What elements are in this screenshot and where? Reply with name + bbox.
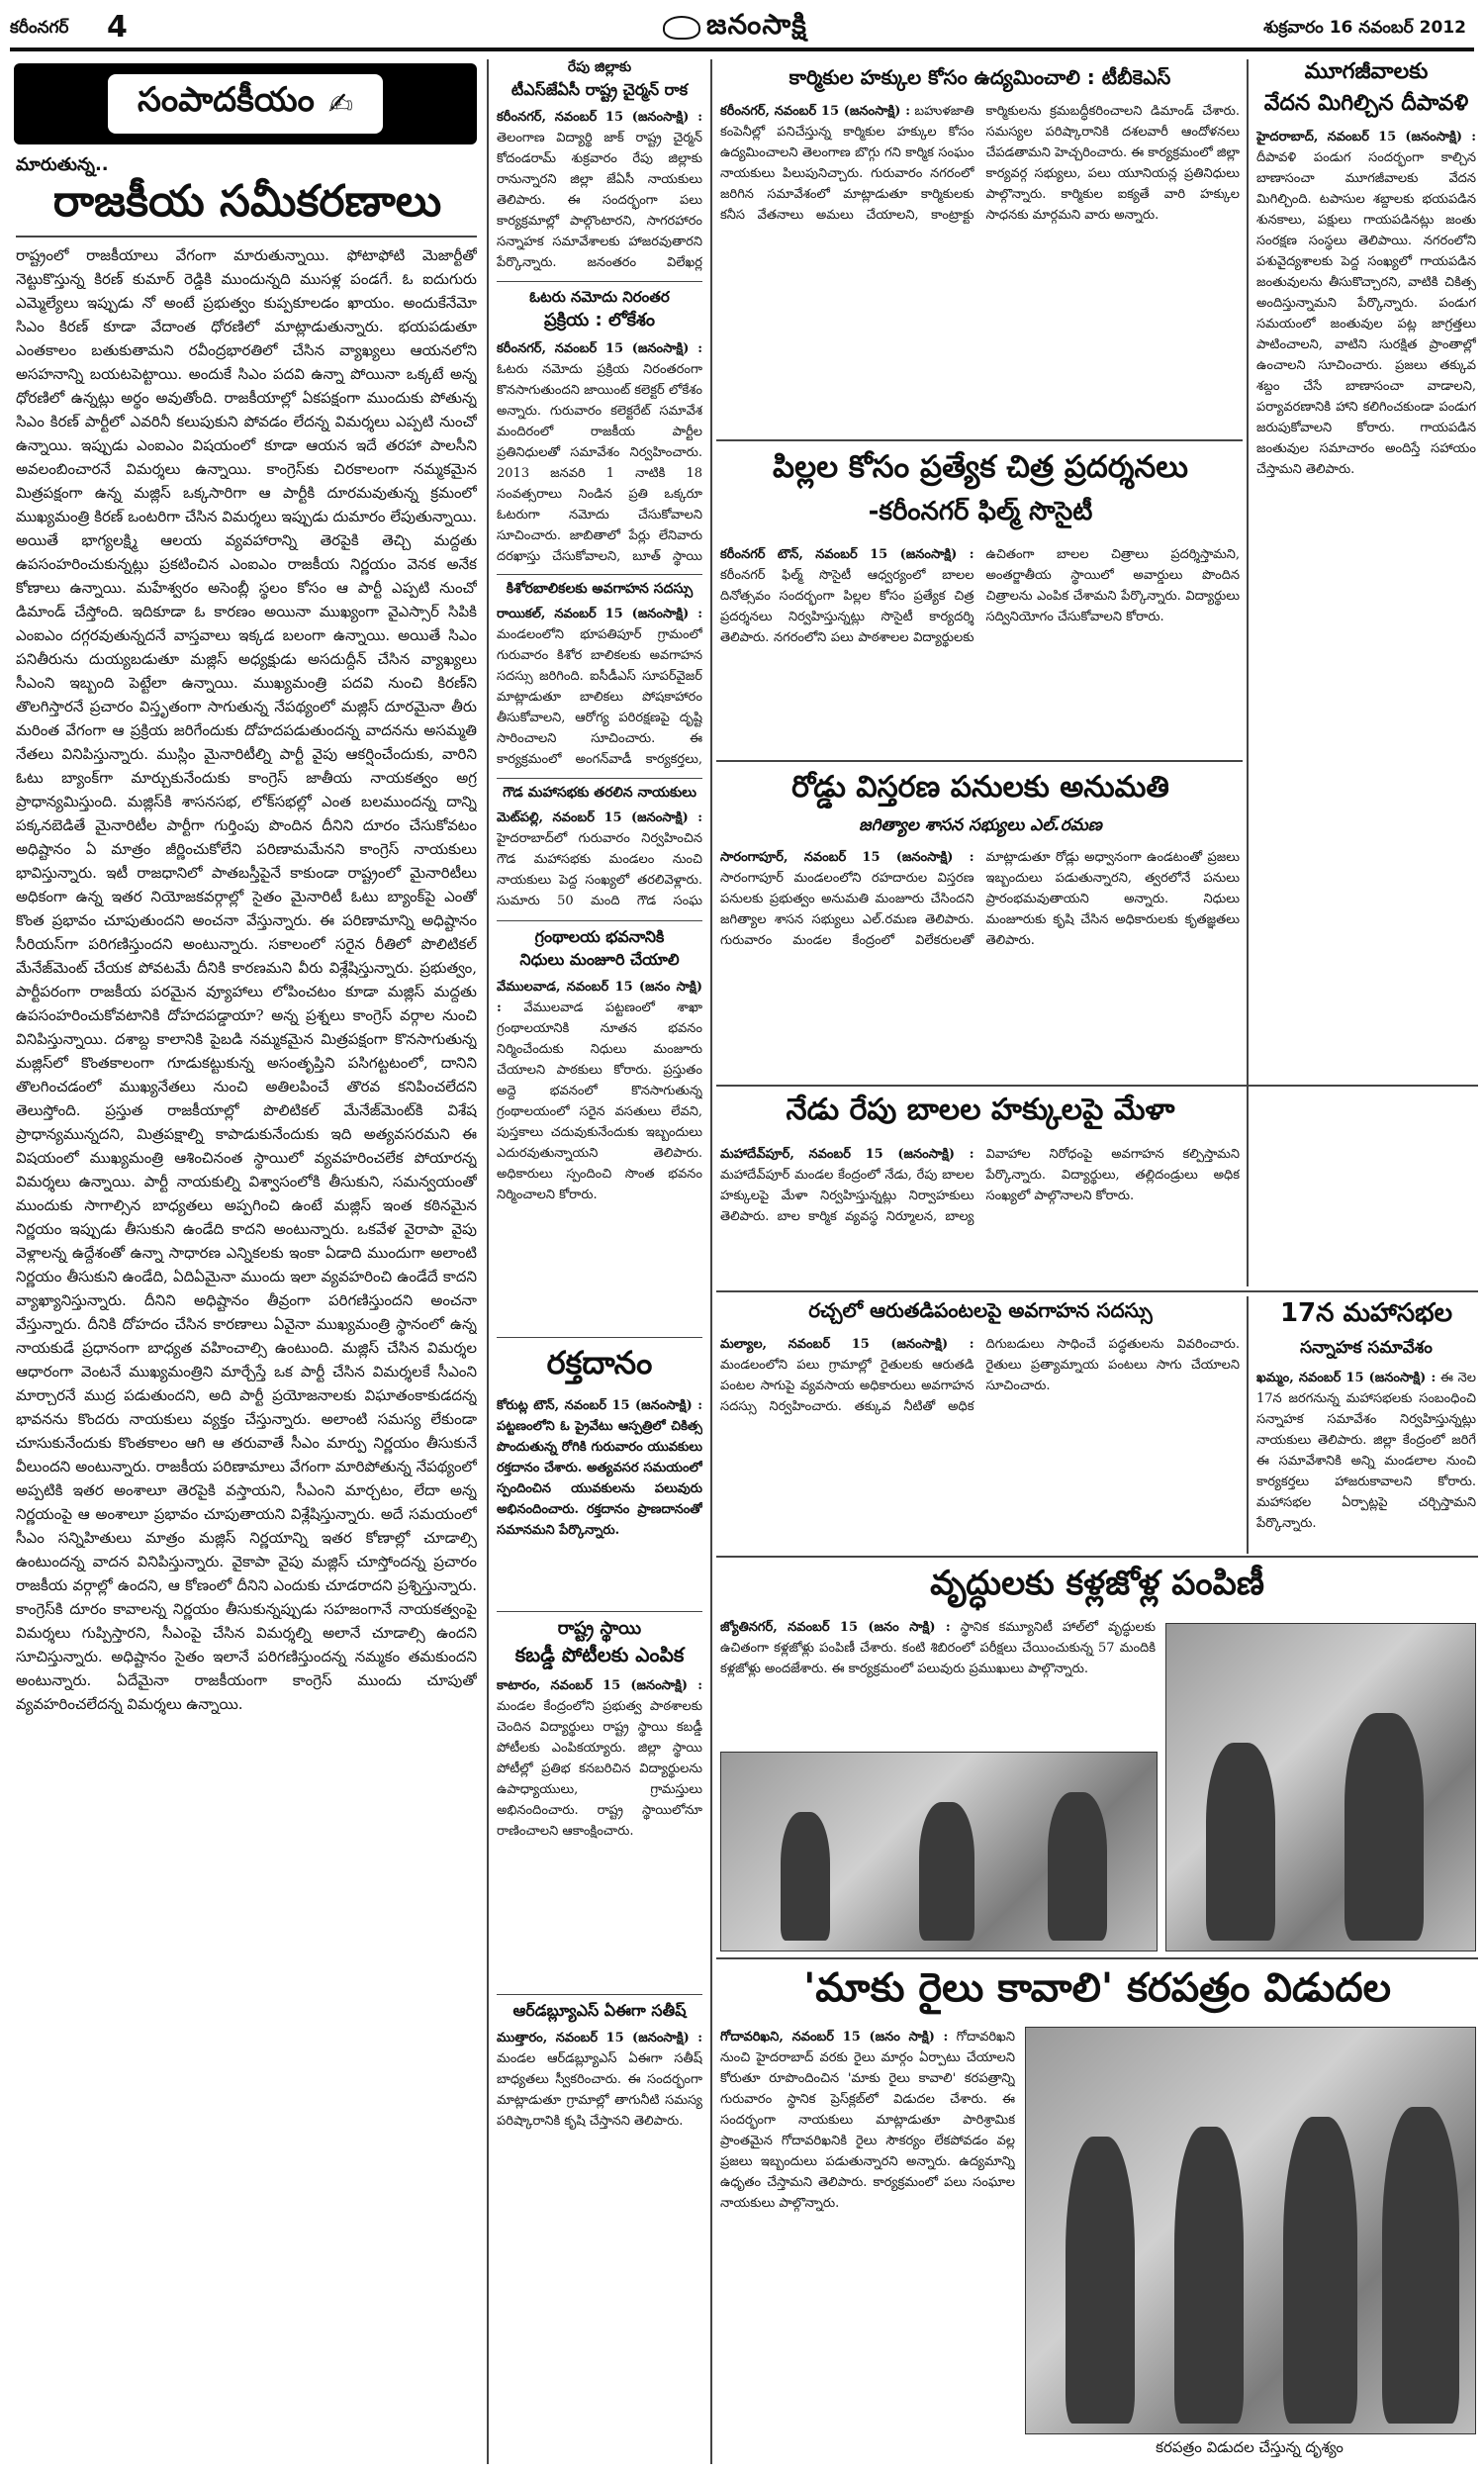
fair-body: మహాదేవ్‌పూర్ మండల కేంద్రంలో నేడు, రేపు బాలల హక్కులపై మేళా నిర్వహిస్తున్నట్లు నిర్వాహకులు తెలిపారు. బాల కార్మిక వ్యవస్థ నిర్మూలన, బాల్య వివాహాల నిరోధంపై అవగాహన కల్పిస్తామని పేర్కొన్నారు. విద్యార్థులు, తల్లిదండ్రులు అధిక సంఖ్యలో పాల్గొనాలని కోరారు. <box>720 1147 1240 1224</box>
top-story-text <box>720 101 1240 433</box>
news-a2-text <box>497 338 702 568</box>
news-a7 <box>497 1618 702 1988</box>
news-a1-title: టీఎస్‌జేఏసీ రాష్ట్ర చైర్మన్ రాక <box>510 80 689 99</box>
news-a5-title: నిధులు మంజూరి చేయాలి <box>519 950 680 969</box>
road-body: సారంగాపూర్ మండలంలోని రహదారుల విస్తరణ పనులకు ప్రభుత్వం అనుమతి మంజూరు చేసిందని జగిత్యాల శాసన సభ్యులు ఎల్.రమణ తెలిపారు. గురువారం మండల కేంద్రంలో విలేకరులతో మాట్లాడుతూ రోడ్లు అధ్వానంగా ఉండటంతో ప్రజలు ఇబ్బందులు పడుతున్నారని, త్వరలోనే పనులు ప్రారంభమవుతాయని అన్నారు. నిధులు మంజూరుకు కృషి చేసిన అధికారులకు కృతజ్ఞతలు తెలిపారు. <box>720 850 1240 948</box>
rail-title: 'మాకు రైలు కావాలి' కరపత్రం విడుదల <box>803 1965 1391 2011</box>
masthead-logo-icon <box>663 16 700 40</box>
header-date: శుక్రవారం 16 నవంబర్ 2012 <box>1263 18 1466 38</box>
fair-dateline: మహాదేవ్‌పూర్, నవంబర్ 15 (జనంసాక్షి) : <box>720 1147 974 1162</box>
film-body: కరీంనగర్ ఫిల్మ్ సొసైటీ ఆధ్వర్యంలో బాలల దినోత్సవం సందర్భంగా పిల్లల కోసం ప్రత్యేక చిత్ర ప్రదర్శనలు నిర్వహిస్తున్నట్లు సొసైటీ కార్యదర్శి తెలిపారు. నగరంలోని పలు పాఠశాలల విద్యార్థులకు ఉచితంగా బాలల చిత్రాలు ప్రదర్శిస్తామని, అంతర్జాతీయ స్థాయిలో అవార్డులు పొందిన చిత్రాలను ఎంపిక చేశామని పేర్కొన్నారు. విద్యార్థులు సద్వినియోగం చేసుకోవాలని కోరారు. <box>720 547 1240 645</box>
film-text <box>720 544 1240 752</box>
divider <box>497 574 702 575</box>
news-a1-body: తెలంగాణ విద్యార్థి జాక్ రాష్ట్ర చైర్మన్ కోదండరామ్ శుక్రవారం రేపు జిల్లాకు రానున్నారని జిల్లా జేఏసీ నాయకులు తెలిపారు. ఈ సందర్భంగా పలు కార్యక్రమాల్లో పాల్గొంటారని, సాగరహారం సన్నాహక సమావేశాలకు హాజరవుతారని పేర్కొన్నారు. జనంతరం విలేఖర్ల <box>497 131 702 270</box>
elders-dateline: జ్యోతినగర్, నవంబర్ 15 (జనం సాక్షి) : <box>720 1620 951 1635</box>
divider <box>497 1994 702 1995</box>
elders-photo <box>720 1752 1158 1951</box>
news-a2-title: ప్రక్రియ : లోకేశం <box>543 310 656 331</box>
rail-photo <box>1025 2027 1476 2434</box>
header-city: కరీంనగర్ <box>10 18 69 38</box>
news-a3-body: మండలంలోని భూపతిపూర్ గ్రామంలో గురువారం కిశోర బాలికలకు అవగాహన సదస్సు జరిగింది. ఐసీడీఎస్ సూపర్‌వైజర్ మాట్లాడుతూ బాలికలు పోషకాహారం తీసుకోవాలని, ఆరోగ్య పరిరక్షణపై దృష్టి సారించాలని సూచించారు. ఈ కార్యక్రమంలో అంగన్‌వాడీ కార్యకర్తలు, <box>497 627 702 767</box>
news-b2-body: ఈ నెల 17న జరగనున్న మహాసభలకు సంబంధించి సన్నాహక సమావేశం నిర్వహిస్తున్నట్లు నాయకులు తెలిపారు. జిల్లా కేంద్రంలో జరిగే ఈ సమావేశానికి అన్ని మండలాల నుంచి కార్యకర్తలు హాజరుకావాలని కోరారు. మహాసభల ఏర్పాట్లపై చర్చిస్తామని పేర్కొన్నారు. <box>1256 1371 1476 1531</box>
news-a8-dateline: ముత్తారం, నవంబర్ 15 (జనంసాక్షి) : <box>497 2031 702 2046</box>
film-dateline: కరీంనగర్ టౌన్, నవంబర్ 15 (జనంసాక్షి) : <box>720 547 974 562</box>
news-a3-dateline: రాయికల్, నవంబర్ 15 (జనంసాక్షి) : <box>497 607 702 621</box>
rail-photo-caption: కరపత్రం విడుదల చేస్తున్న దృశ్యం <box>1156 2438 1344 2456</box>
news-a4 <box>497 785 702 914</box>
divider <box>497 1337 702 1338</box>
news-b2 <box>1256 1298 1476 1566</box>
divider <box>716 1957 1478 1959</box>
news-a4-title: గౌడ మహాసభకు తరలిన నాయకులు <box>503 785 696 801</box>
fair-title: నేడు రేపు బాలల హక్కులపై మేళా <box>786 1093 1175 1127</box>
editorial-title-rule <box>16 236 477 238</box>
editorial-body: రాష్ట్రంలో రాజకీయాలు వేగంగా మారుతున్నాయి. ఫోటాఫోటి మెజార్టీతో నెట్టుకొస్తున్న కిరణ్ కుమార్ రెడ్డికి ముందున్నది ముసళ్ల పండగే. ఓ ఐదుగురు ఎమ్మెల్యేలు ఇప్పుడు నో అంటే ప్రభుత్వం కుప్పకూలడం ఖాయం. అందుకేనేమో సిఎం కిరణ్ కూడా వేదాంత ధోరణిలో మాట్లాడుతున్నారు. భయపడుతూ ఎంతకాలం బతుకుతామని రవీంద్రభారతిలో చేసిన వ్యాఖ్యలు ఆయనలోని అసహనాన్ని బయటపెట్టాయి. అందుకే సిఎం పదవి ఉన్నా పోయినా ఒక్కటే అన్న ధోరణిలో ఉన్నట్లు అర్థం అవుతోంది. రాజకీయాల్లో ఏకపక్షంగా ముందుకు పోతున్న సిఎం కిరణ్ పార్టీలో ఎవరినీ కలుపుకుని పోవడం లేదన్న విమర్శలు ఎప్పటి నుంచో ఉన్నాయి. ఇప్పుడు ఎంఐఎం విషయంలో కూడా ఆయన ఇదే తరహా పాలసీని అవలంబించారనే విమర్శలు ఉన్నాయి. కాంగ్రెస్‌కు చిరకాలంగా నమ్మకమైన మిత్రపక్షంగా ఉన్న మజ్లిస్ ఒక్కసారిగా ఆ పార్టీకి దూరమవుతున్న క్రమంలో ముఖ్యమంత్రి కిరణ్ ఒంటరిగా చేసిన విమర్శలు ఇప్పుడు దుమారం లేపుతున్నాయి. అయితే భాగ్యలక్ష్మి ఆలయ వ్యవహారాన్ని తెరపైకి తెచ్చి మద్దతు ఉపసంహరించుకున్నట్లు ప్రకటించిన ఎంఐఎం రాజకీయ నిర్ణయం వెనక అనేక కోణాలు ఉన్నాయి. మహేశ్వరం అసెంబ్లీ స్థలం కోసం ఆ పార్టీ ఎప్పటి నుంచో డిమాండ్ చేస్తోంది. ఇదికూడా ఓ కారణం అయినా ముఖ్యంగా వైఎస్సార్ సిపికి ఎంఐఎం దగ్గరవుతున్నదనే వాస్తవాలు ఇక్కడ బలంగా ఉన్నాయి. అయితే సిఎం పనితీరును దుయ్యబడుతూ మజ్లిస్ అధ్యక్షుడు అసదుద్దీన్ చేసిన వ్యాఖ్యలు సీఎంని ఇబ్బంది పెట్టేలా ఉన్నాయి. ముఖ్యమంత్రి పదవి నుంచి కిరణ్‌ని తొలగిస్తారనే ప్రచారం విస్తృతంగా సాగుతున్న నేపథ్యంలో మజ్లిస్ దూరమైనా తీరు మరింత వేగంగా ఆ ప్రక్రియ జరిగేందుకు దోహదపడుతుందన్న వాదనను అసమ్మతి నేతలు వినిపిస్తున్నారు. ముస్లిం మైనారిటీల్ని పార్టీ వైపు ఆకర్షించేందుకు, వారిని ఓటు బ్యాంక్‌గా మార్చుకునేందుకు కాంగ్రెస్ జాతీయ నాయకత్వం అగ్ర ప్రాధాన్యమిస్తుంది. మజ్లిస్‌కి శాసనసభ, లోక్‌సభల్లో ఎంత బలముందన్న దాన్ని పక్కనబెడితే మైనారిటీల పార్టీగా గుర్తింపు పొందిన దీనిని దూరం చేసుకోవటం అధిష్టానం ఏ మాత్రం జీర్ణించుకోలేని పరిణామమేనని కాంగ్రెస్ నాయకులు భావిస్తున్నారు. ఇటీ రాజధానిలో పాతబస్తీపైనే కాకుండా రాష్ట్రంలో మైనారిటీలు అధికంగా ఉన్న ఇతర నియోజకవర్గాల్లో సైతం మైనారిటీ ఓటు బ్యాంక్‌పై ఎంతో కొంత ప్రభావం చూపుతుందని అంచనా వేస్తున్నారు. ఈ పరిణామాన్ని అధిష్టానం సీరియస్‌గా పరిగణిస్తుందని అంటున్నారు. సకాలంలో సరైన రీతిలో పొలిటికల్ మేనేజ్‌మెంట్ చేయక పోవటమే దీనికి కారణమని వీరు విశ్లేషిస్తున్నారు. ప్రభుత్వం, పార్టీపరంగా రాజకీయ పరమైన వ్యూహాలు లోపించటం కూడా మజ్లిస్ మద్దతు ఉపసంహరించుకోవటానికి దోహదపడ్డాయా? అన్న ప్రశ్నలు కాంగ్రెస్ వర్గాల నుంచి వినిపిస్తున్నాయి. దశాబ్ద కాలానికి పైబడి నమ్మకమైన మిత్రపక్షంగా కొనసాగుతున్న మజ్లిస్‌లో కొంతకాలంగా గూడుకట్టుకున్న అసంతృప్తిని పసిగట్టటంలో, దానిని తొలగించడంలో ముఖ్యనేతలు నుంచి అతిలపించే తొరవ కనిపించలేదని తెలుస్తోంది. ప్రస్తుత రాజకీయాల్లో పొలిటికల్ మేనేజ్‌మెంట్‌కి విశేష ప్రాధాన్యమున్నదని, మిత్రపక్షాల్ని కాపాడుకునేందుకు ఇది అత్యవసరమని ఈ విషయంలో ముఖ్యమంత్రి ఆశించినంత స్థాయిలో వ్యవహరించలేక పోయారన్న విమర్శలు ఉన్నాయి. పార్టీ నాయకుల్ని విశ్వాసంలోకి తీసుకుని, సమన్వయంతో ముందుకు సాగాల్సిన బాధ్యతలు అప్పగించి ఉంటే మజ్లిస్ ఇంత కఠినమైన నిర్ణయం ఇప్పుడు తీసుకుని ఉండేది కాదని అంటున్నారు. ఒకవేళ వైరాపా వైపు వెళ్లాలన్న ఉద్దేశంతో ఉన్నా సాధారణ ఎన్నికలకు ఇంకా ఏడాది ముందుగా అలాంటి నిర్ణయం తీసుకుని ఉండేది, ఏదిఏమైనా ముందు ఇలా వ్యవహరించి ఉండేదే కాదని వ్యాఖ్యానిస్తున్నారు. దీనిని అధిష్టానం తీవ్రంగా పరిగణిస్తుందని అంచనా వేస్తున్నారు. దీనికి దోహదం చేసిన కారణాలు ఏవైనా ముఖ్యమంత్రి స్థానంలో ఉన్న నాయకుడే ప్రధానంగా బాధ్యత వహించాల్సి ఉంటుంది. మజ్లిస్ చేసిన విమర్శల ఆధారంగా వెంటనే ముఖ్యమంత్రిని మార్చేస్తే ఒక పార్టీ చేసిన విమర్శలకే సీఎంని మార్చారనే ముద్ర పడుతుందని, అది పార్టీ ప్రయోజనాలకు విఘాతంకాకుడదన్న భావనను కొందరు నాయకులు వ్యక్తం చేస్తున్నారు. అలాంటి సమస్య లేకుండా చూసుకునేందుకు కొంతకాలం ఆగి ఆ తరువాతే సీఎం మార్పు నిర్ణయం తీసుకునే వీలుందని అంటున్నారు. రాజకీయ పరిణామాలు వేగంగా మారిపోతున్న నేపథ్యంలో అప్పటికి ఇతర అంశాలూ తెరపైకి వస్తాయని, సీఎంని మార్చటం, లేదా అన్న నిర్ణయంపై ఆ అంశాలూ ప్రభావం చూపుతాయని విశ్లేషిస్తున్నారు. అదే సమయంలో సీఎం సన్నిహితులు మాత్రం మజ్లిస్ నిర్ణయాన్ని ఇతర కోణాల్లో చూడాల్సి ఉంటుందన్న వాదన వినిపిస్తున్నారు. వైకాపా వైపు మజ్లిస్ చూస్తోందన్న ప్రచారం రాజకీయ వర్గాల్లో ఉందని, ఆ కోణంలో దీనిని ఎందుకు చూడరాదని ప్రశ్నిస్తున్నారు. కాంగ్రెస్‌కి దూరం కావాలన్న నిర్ణయం తీసుకున్నప్పుడు సహజంగానే నాయకత్వంపై విమర్శలు గుప్పిస్తారని, సీఎంపై చేసిన విమర్శల్ని అలానే చూడాల్సి ఉందని సూచిస్తున్నారు. అధిష్టానం సైతం ఇలానే పరిగణిస్తుందన్న నమ్మకం తమకుందని అంటున్నారు. ఏదేమైనా రాజకీయంగా కాంగ్రెస్ ముందు చూపుతో వ్యవహరించలేదన్న విమర్శలు ఉన్నాయి. <box>16 246 477 1713</box>
news-a4-body: హైదరాబాద్‌లో గురువారం నిర్వహించిన గౌడ మహాసభకు మండలం నుంచి నాయకులు పెద్ద సంఖ్యలో తరలివెళ్లారు. సుమారు 50 మంది గౌడ సంఘ <box>497 831 702 908</box>
divider <box>497 778 702 779</box>
column-divider <box>487 59 489 2464</box>
news-a8-body: మండల ఆర్‌డబ్ల్యూఎస్ ఏఈగా సతీష్ బాధ్యతలు స్వీకరించారు. ఈ సందర్భంగా మాట్లాడుతూ గ్రామాల్లో తాగునీటి సమస్య పరిష్కారానికి కృషి చేస్తానని తెలిపారు. <box>497 2051 702 2129</box>
news-b2-title: 17న మహాసభల <box>1279 1298 1453 1328</box>
news-a7-text <box>497 1675 702 1988</box>
masthead-title: జనంసాక్షి <box>706 8 807 41</box>
elders-text <box>720 1617 1156 1746</box>
news-a3-title: కిశోరబాలికలకు అవగాహన సదస్సు <box>506 581 694 597</box>
rachha-text <box>720 1334 1240 1548</box>
news-b1-body: దీపావళి పండుగ సందర్భంగా కాల్చిన బాణాసంచా మూగజీవాలకు వేదన మిగిల్చింది. టపాసుల శబ్దాలకు భయపడిన శునకాలు, పక్షులు గాయపడినట్లు జంతు సంరక్షణ సంస్థలు తెలిపాయి. నగరంలోని పశువైద్యశాలకు పెద్ద సంఖ్యలో గాయపడిన జంతువులను తీసుకొచ్చారని, వాటికి చికిత్స అందిస్తున్నామని పేర్కొన్నారు. పండుగ సమయంలో జంతువుల పట్ల జాగ్రత్తలు పాటించాలని, వాటిని సురక్షిత ప్రాంతాల్లో ఉంచాలని సూచించారు. ప్రజలు తక్కువ శబ్దం చేసే బాణాసంచా వాడాలని, పర్యావరణానికి హాని కలిగించకుండా పండుగ జరుపుకోవాలని కోరారు. గాయపడిన జంతువుల సమాచారం అందిస్తే సహాయం చేస్తామని తెలిపారు. <box>1256 150 1476 477</box>
news-a8 <box>497 2001 702 2152</box>
news-a1 <box>497 59 702 275</box>
news-a6 <box>497 1344 702 1605</box>
news-b1 <box>1256 59 1476 1189</box>
divider <box>716 760 1243 762</box>
news-b2-text <box>1256 1368 1476 1566</box>
divider <box>716 1556 1478 1558</box>
divider <box>716 1290 1478 1292</box>
news-a1-text <box>497 107 702 275</box>
pen-icon: ✍ <box>327 86 353 122</box>
elders-body: స్థానిక కమ్యూనిటీ హాల్‌లో వృద్ధులకు ఉచితంగా కళ్లజోళ్లు పంపిణీ చేశారు. కంటి శిబిరంలో పరీక్షలు చేయించుకున్న 57 మందికి కళ్లజోళ్లు అందజేశారు. ఈ కార్యక్రమంలో పలువురు ప్రముఖులు పాల్గొన్నారు. <box>720 1620 1156 1676</box>
column-4 <box>1256 59 1476 1189</box>
rachha-title: రచ్చలో ఆరుతడిపంటలపై అవగాహన సదస్సు <box>808 1298 1153 1322</box>
news-a3 <box>497 581 702 772</box>
news-a5-text <box>497 977 702 1331</box>
film-subtitle: -కరీంనగర్ ఫిల్మ్ సొసైటీ <box>868 497 1093 526</box>
road-dateline: సారంగాపూర్, నవంబర్ 15 (జనంసాక్షి) : <box>720 850 974 865</box>
news-a7-body: మండల కేంద్రంలోని ప్రభుత్వ పాఠశాలకు చెందిన విద్యార్థులు రాష్ట్ర స్థాయి కబడ్డీ పోటీలకు ఎంపికయ్యారు. జిల్లా స్థాయి పోటీల్లో ప్రతిభ కనబరిచిన విద్యార్థులను ఉపాధ్యాయులు, గ్రామస్తులు అభినందించారు. రాష్ట్ర స్థాయిలోనూ రాణించాలని ఆకాంక్షించారు. <box>497 1699 702 1839</box>
column-divider <box>1247 59 1249 1286</box>
news-a1-dateline: కరీంనగర్, నవంబర్ 15 (జనంసాక్షి) : <box>497 110 702 125</box>
column-divider <box>1247 1296 1249 1554</box>
news-a8-text <box>497 2028 702 2152</box>
news-a5-dateline: వేములవాడ, నవంబర్ 15 (జనం సాక్షి) : <box>497 980 702 1015</box>
news-a8-title: ఆర్‌డబ్ల్యూఎస్ ఏఈగా సతీష్ <box>512 2001 687 2020</box>
top-story-dateline: కరీంనగర్, నవంబర్ 15 (జనంసాక్షి) : <box>720 104 910 119</box>
divider <box>497 1611 702 1612</box>
top-story-body: బహుళజాతి కంపెనీల్లో పనిచేస్తున్న కార్మికుల హక్కుల కోసం ఉద్యమించాలని తెలంగాణ బొగ్గు గని కార్మిక సంఘం నాయకులు పిలుపునిచ్చారు. గురువారం నగరంలో జరిగిన సమావేశంలో మాట్లాడుతూ కార్మికులకు కనీస వేతనాలు అమలు చేయాలని, కాంట్రాక్టు కార్మికులను క్రమబద్ధీకరించాలని డిమాండ్ చేశారు. సమస్యల పరిష్కారానికి దశలవారీ ఆందోళనలు చేపడతామని హెచ్చరించారు. ఈ కార్యక్రమంలో జిల్లా కార్యవర్గ సభ్యులు, పలు యూనియన్ల ప్రతినిధులు పాల్గొన్నారు. కార్మికుల ఐక్యతే వారి హక్కుల సాధనకు మార్గమని వారు అన్నారు. <box>720 104 1240 223</box>
news-a2-kicker: ఓటరు నమోదు నిరంతర <box>529 288 670 306</box>
rail-body: గోదావరిఖని నుంచి హైదరాబాద్ వరకు రైలు మార్గం ఏర్పాటు చేయాలని కోరుతూ రూపొందించిన 'మాకు రైలు కావాలి' కరపత్రాన్ని గురువారం స్థానిక ప్రెస్‌క్లబ్‌లో విడుదల చేశారు. ఈ సందర్భంగా నాయకులు మాట్లాడుతూ పారిశ్రామిక ప్రాంతమైన గోదావరిఖనికి రైలు సౌకర్యం లేకపోవడం వల్ల ప్రజలు ఇబ్బందులు పడుతున్నారని అన్నారు. ఉద్యమాన్ని ఉధృతం చేస్తామని తెలిపారు. కార్యక్రమంలో పలు సంఘాల నాయకులు పాల్గొన్నారు. <box>720 2030 1015 2211</box>
news-a5-kicker: గ్రంథాలయ భవనానికి <box>534 927 665 946</box>
news-a1-kicker: రేపు జిల్లాకు <box>567 59 632 75</box>
news-a2-body: ఓటరు నమోదు ప్రక్రియ నిరంతరంగా కొనసాగుతుందని జాయింట్ కలెక్టర్ లోకేశం అన్నారు. గురువారం కలెక్టరేట్ సమావేశ మందిరంలో రాజకీయ పార్టీల ప్రతినిధులతో సమావేశం నిర్వహించారు. 2013 జనవరి 1 నాటికి 18 సంవత్సరాలు నిండిన ప్రతి ఒక్కరూ ఓటరుగా నమోదు చేసుకోవాలని సూచించారు. జాబితాలో పేర్లు లేనివారు దరఖాస్తు చేసుకోవాలని, బూత్ స్థాయి <box>497 362 702 564</box>
editorial-kicker: మారుతున్న.. <box>16 154 109 175</box>
rail-text <box>720 2027 1015 2460</box>
road-text <box>720 847 1240 1077</box>
film-title: పిల్లల కోసం ప్రత్యేక చిత్ర ప్రదర్శనలు <box>773 449 1188 485</box>
news-b2-subtitle: సన్నాహక సమావేశం <box>1300 1338 1433 1358</box>
news-a4-text <box>497 808 702 914</box>
editorial-title: రాజకీయ సమీకరణాలు <box>52 176 442 227</box>
road-subtitle: జగిత్యాల శాసన సభ్యులు ఎల్.రమణ <box>859 815 1102 835</box>
news-b2-dateline: ఖమ్మం, నవంబర్ 15 (జనంసాక్షి) : <box>1256 1371 1437 1385</box>
news-a3-text <box>497 604 702 772</box>
news-a2-dateline: కరీంనగర్, నవంబర్ 15 (జనంసాక్షి) : <box>497 341 702 356</box>
divider <box>497 920 702 921</box>
divider <box>497 281 702 282</box>
news-a6-body: పట్టణంలోని ఓ ప్రైవేటు ఆస్పత్రిలో చికిత్స పొందుతున్న రోగికి గురువారం యువకులు రక్తదానం చేశారు. అత్యవసర సమయంలో స్పందించిన యువకులను పలువురు అభినందించారు. రక్తదానం ప్రాణదానంతో సమానమని పేర్కొన్నారు. <box>497 1419 702 1538</box>
column-divider <box>710 59 712 2464</box>
rachha-dateline: మల్యాల, నవంబర్ 15 (జనంసాక్షి) : <box>720 1337 974 1352</box>
elders-title: వృద్ధులకు కళ్లజోళ్ల పంపిణీ <box>930 1564 1264 1603</box>
news-a4-dateline: మెట్‌పల్లి, నవంబర్ 15 (జనంసాక్షి) : <box>497 810 702 825</box>
news-b1-text <box>1256 127 1476 1189</box>
news-b1-kicker: మూగజీవాలకు <box>1304 59 1429 84</box>
editorial-banner-title: సంపాదకీయం <box>137 80 315 120</box>
elders-photo-2 <box>1165 1623 1476 1951</box>
editorial-banner <box>14 63 477 144</box>
news-a2 <box>497 288 702 568</box>
news-a7-title: కబడ్డీ పోటీలకు ఎంపిక <box>514 1643 685 1666</box>
rail-dateline: గోదావరిఖని, నవంబర్ 15 (జనం సాక్షి) : <box>720 2030 949 2045</box>
top-story-title: కార్మికుల హక్కుల కోసం ఉద్యమించాలి : టీబీకెఎస్ <box>788 65 1171 89</box>
news-a5 <box>497 927 702 1331</box>
news-a6-dateline: కోరుట్ల టౌన్, నవంబర్ 15 (జనంసాక్షి) : <box>497 1398 702 1413</box>
header-page-number: 4 <box>107 10 128 45</box>
header-rule <box>10 48 1474 51</box>
news-a7-kicker: రాష్ట్ర స్థాయి <box>557 1618 642 1639</box>
news-a7-dateline: కాటారం, నవంబర్ 15 (జనంసాక్షి) : <box>497 1678 702 1693</box>
rachha-body: మండలంలోని పలు గ్రామాల్లో రైతులకు ఆరుతడి పంటల సాగుపై వ్యవసాయ అధికారులు అవగాహన సదస్సు నిర్వహించారు. తక్కువ నీటితో అధిక దిగుబడులు సాధించే పద్ధతులను వివరించారు. రైతులు ప్రత్యామ్నాయ పంటలు సాగు చేయాలని సూచించారు. <box>720 1337 1240 1414</box>
masthead <box>663 8 807 48</box>
news-b1-dateline: హైదరాబాద్, నవంబర్ 15 (జనంసాక్షి) : <box>1256 130 1476 144</box>
news-b1-title: వేదన మిగిల్చిన దీపావళి <box>1263 91 1469 116</box>
divider <box>716 439 1243 441</box>
road-title: రోడ్డు విస్తరణ పనులకు అనుమతి <box>791 770 1169 805</box>
news-a6-title: రక్తదానం <box>546 1344 653 1381</box>
column-2 <box>497 59 702 2152</box>
news-a5-body: వేములవాడ పట్టణంలో శాఖా గ్రంథాలయానికి నూతన భవనం నిర్మించేందుకు నిధులు మంజూరు చేయాలని పాఠకులు కోరారు. ప్రస్తుతం అద్దె భవనంలో కొనసాగుతున్న గ్రంథాలయంలో సరైన వసతులు లేవని, పుస్తకాలు చదువుకునేందుకు ఇబ్బందులు ఎదురవుతున్నాయని తెలిపారు. అధికారులు స్పందించి సొంత భవనం నిర్మించాలని కోరారు. <box>497 1000 702 1202</box>
news-a6-text <box>497 1395 702 1605</box>
